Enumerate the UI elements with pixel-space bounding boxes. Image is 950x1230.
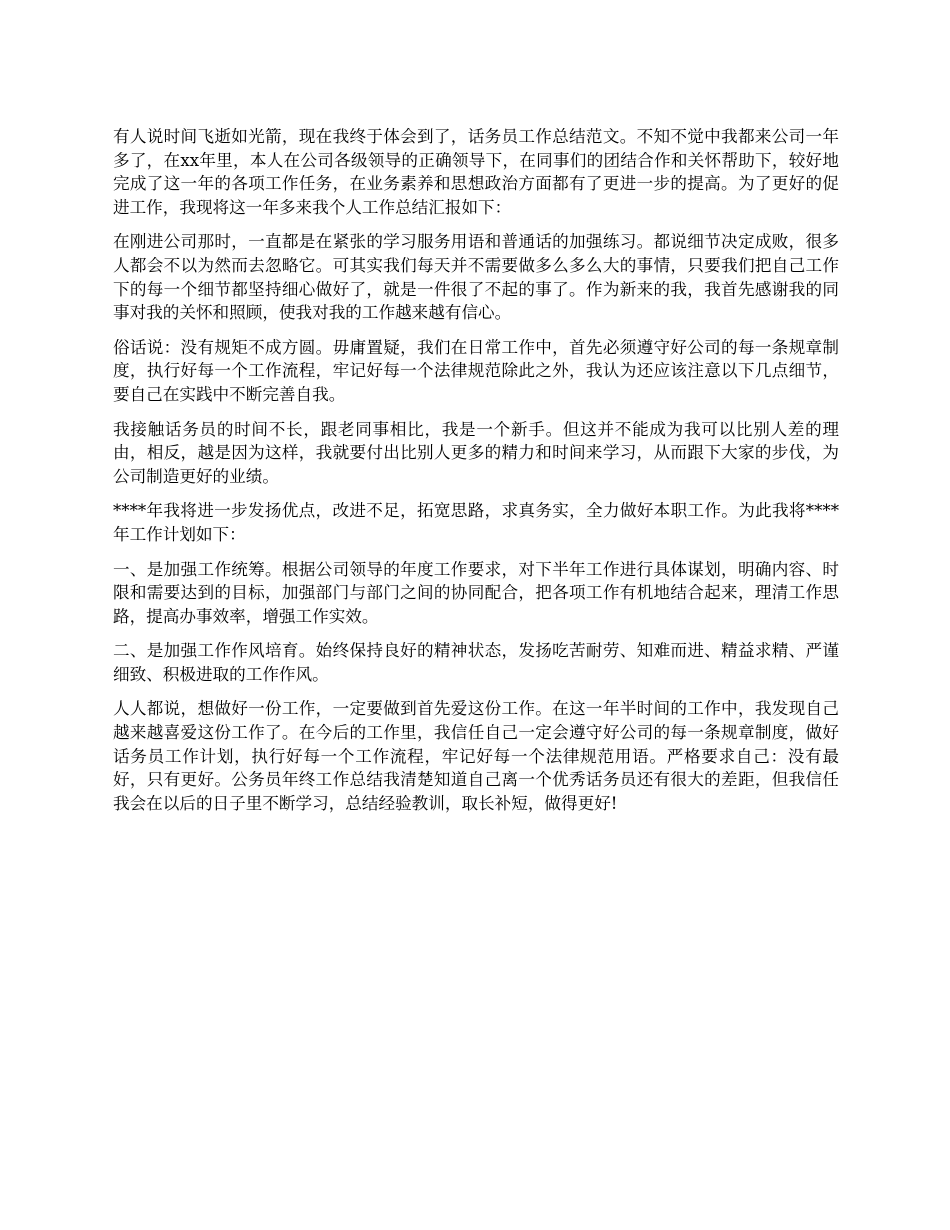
document-body: [113, 125, 839, 826]
paragraph-intro: 有人说时间飞逝如光箭，现在我终于体会到了，话务员工作总结范文。不知不觉中我都来公司一年多了，在xx年里，本人在公司各级领导的正确领导下，在同事们的团结合作和关怀帮助下，较好地完成了这一年的各项工作任务，在业务素养和思想政治方面都有了更进一步的提高。为了更好的促进工作，我现将这一年多来我个人工作总结汇报如下：: [113, 127, 839, 217]
paragraph-newcomer: 我接触话务员的时间不长，跟老同事相比，我是一个新手。但这并不能成为我可以比别人差的理由，相反，越是因为这样，我就要付出比别人更多的精力和时间来学习，从而跟下大家的步伐，为公司制造更好的业绩。: [113, 419, 839, 486]
paragraph-plan-item-1: 一、是加强工作统筹。根据公司领导的年度工作要求，对下半年工作进行具体谋划，明确内容、时限和需要达到的目标，加强部门与部门之间的协同配合，把各项工作有机地结合起来，理清工作思路，提高办事效率，增强工作实效。: [113, 559, 839, 626]
paragraph-details: 在刚进公司那时，一直都是在紧张的学习服务用语和普通话的加强练习。都说细节决定成败，很多人都会不以为然而去忽略它。可其实我们每天并不需要做多么多么大的事情，只要我们把自己工作下的每一个细节都坚持细心做好了，就是一件很了不起的事了。作为新来的我，我首先感谢我的同事对我的关怀和照顾，使我对我的工作越来越有信心。: [113, 232, 839, 323]
paragraph-rules: 俗话说：没有规矩不成方圆。毋庸置疑，我们在日常工作中，首先必须遵守好公司的每一条规章制度，执行好每一个工作流程，牢记好每一个法律规范除此之外，我认为还应该注意以下几点细节，要自己在实践中不断完善自我。: [113, 337, 839, 404]
paragraph-plan-intro: ****年我将进一步发扬优点，改进不足，拓宽思路，求真务实，全力做好本职工作。为此我将****年工作计划如下：: [113, 501, 839, 544]
paragraph-plan-item-2: 二、是加强工作作风培育。始终保持良好的精神状态，发扬吃苦耐劳、知难而进、精益求精、严谨细致、积极进取的工作作风。: [113, 641, 839, 684]
paragraph-conclusion: 人人都说，想做好一份工作，一定要做到首先爱这份工作。在这一年半时间的工作中，我发现自己越来越喜爱这份工作了。在今后的工作里，我信任自己一定会遵守好公司的每一条规章制度，做好话务员工作计划，执行好每一个工作流程，牢记好每一个法律规范用语。严格要求自己：没有最好，只有更好。公务员年终工作总结我清楚知道自己离一个优秀话务员还有很大的差距，但我信任我会在以后的日子里不断学习，总结经验教训，取长补短，做得更好!: [113, 699, 839, 813]
